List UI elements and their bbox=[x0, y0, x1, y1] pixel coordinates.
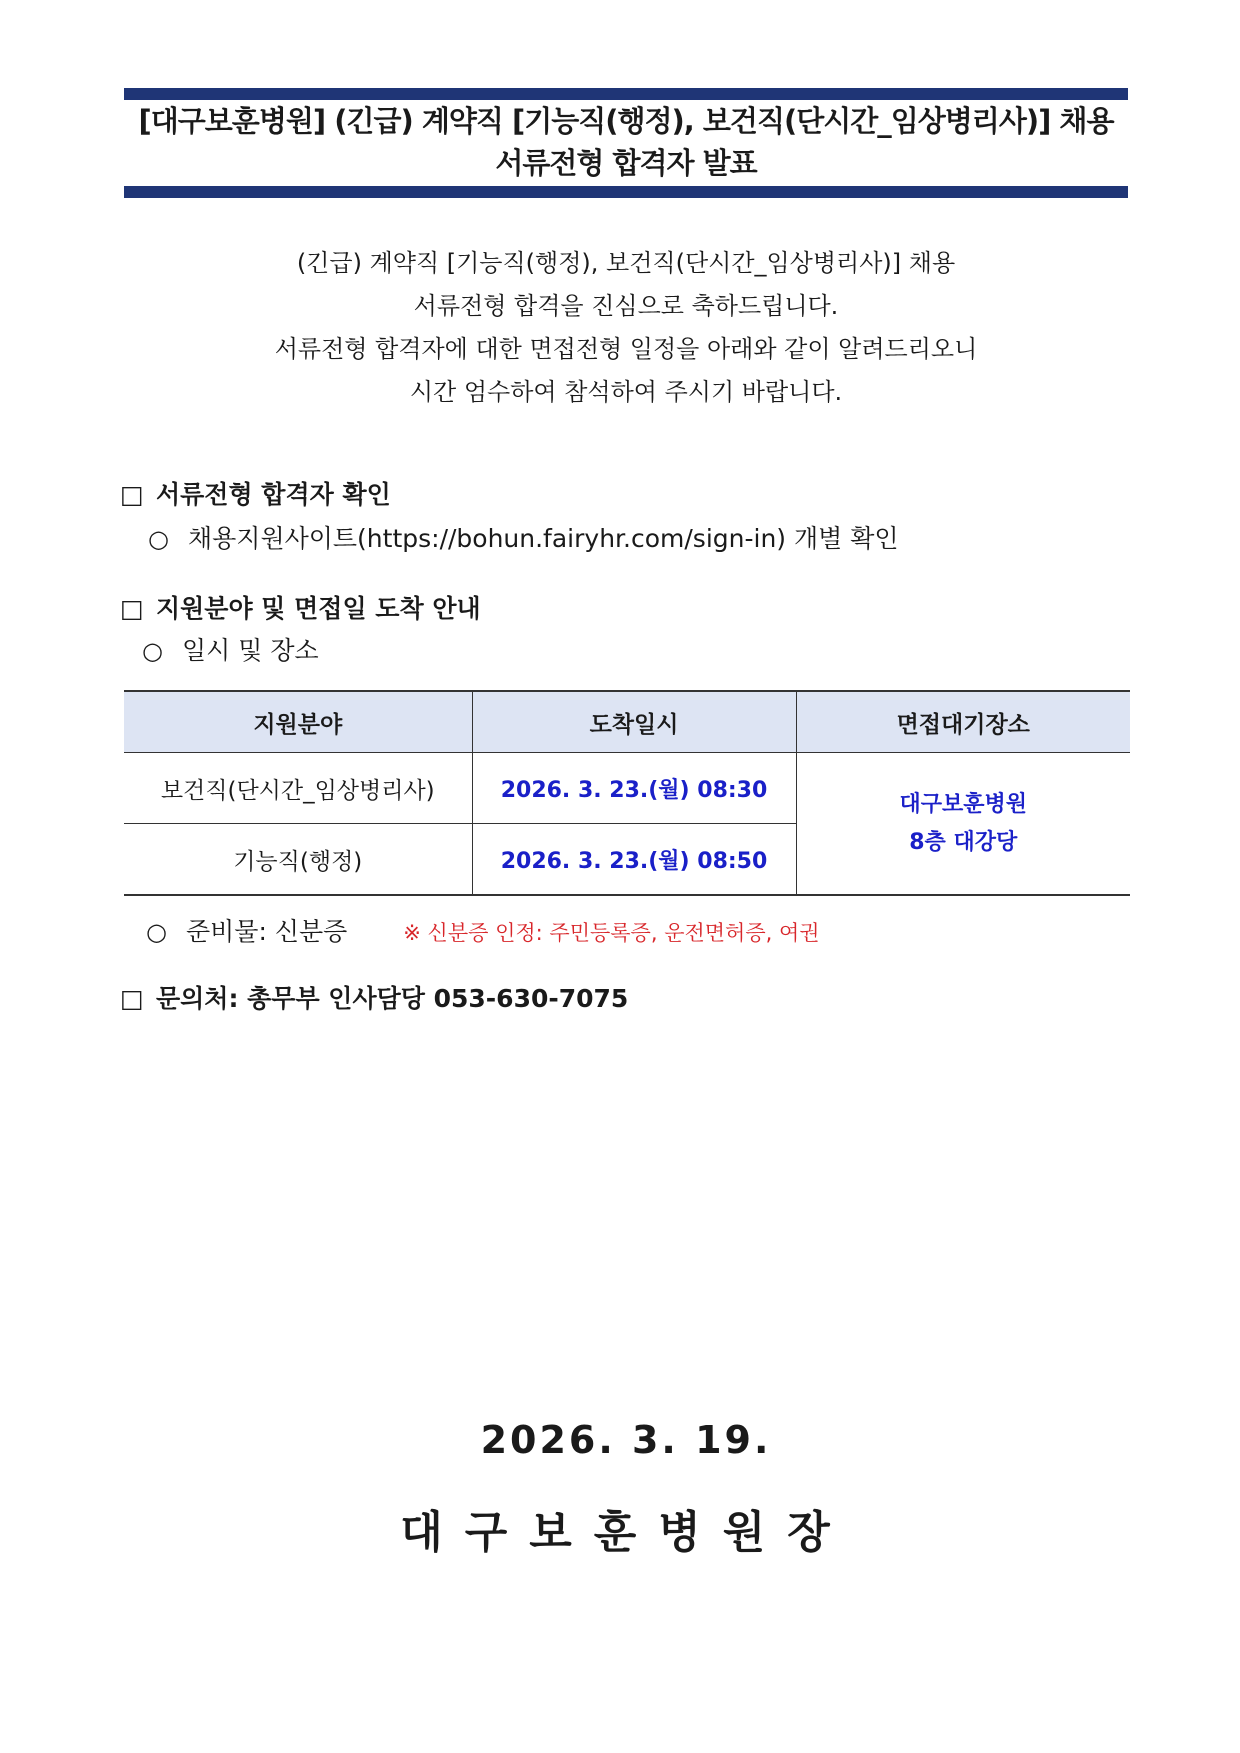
schedule-place-item bbox=[142, 634, 319, 668]
intro-line-3: 서류전형 합격자에 대한 면접전형 일정을 아래와 같이 알려드리오니 bbox=[274, 335, 978, 363]
row-arrival-time: 2026. 3. 23.(월) 08:50 bbox=[472, 824, 796, 896]
waiting-place-line-1: 대구보훈병원 bbox=[899, 791, 1027, 817]
header-waiting-place: 면접대기장소 bbox=[796, 691, 1130, 753]
header-field: 지원분야 bbox=[124, 691, 472, 753]
table-header-row bbox=[124, 691, 1130, 753]
intro-line-4: 시간 엄수하여 참석하여 주시기 바랍니다. bbox=[409, 378, 843, 406]
interview-schedule-table bbox=[124, 690, 1130, 896]
preparation-item bbox=[146, 915, 820, 950]
intro-line-1: (긴급) 계약직 [기능직(행정), 보건직(단시간_임상병리사)] 채용 bbox=[296, 249, 956, 277]
checkbox-square-icon: □ bbox=[120, 984, 144, 1013]
schedule-place-text: 일시 및 장소 bbox=[182, 636, 319, 665]
waiting-place-cell bbox=[796, 753, 1130, 896]
announcement-date: 2026. 3. 19. bbox=[480, 1418, 772, 1462]
result-check-text: 채용지원사이트(https://bohun.fairyhr.com/sign-in) 개별 확인 bbox=[188, 524, 899, 553]
row-arrival-time: 2026. 3. 23.(월) 08:30 bbox=[472, 753, 796, 824]
title-line-2: 서류전형 합격자 발표 bbox=[495, 146, 757, 180]
table-row bbox=[124, 753, 1130, 824]
section-contact bbox=[120, 982, 628, 1016]
intro-paragraph bbox=[124, 242, 1128, 414]
section-interview-guide-title: 지원분야 및 면접일 도착 안내 bbox=[156, 594, 481, 623]
intro-line-2: 서류전형 합격을 진심으로 축하드립니다. bbox=[413, 292, 839, 320]
id-recognition-note: ※ 신분증 인정: 주민등록증, 운전면허증, 여권 bbox=[403, 921, 820, 945]
checkbox-square-icon: □ bbox=[120, 480, 144, 509]
header-arrival: 도착일시 bbox=[472, 691, 796, 753]
circle-bullet-icon: ○ bbox=[146, 918, 167, 946]
circle-bullet-icon: ○ bbox=[142, 637, 163, 665]
checkbox-square-icon: □ bbox=[120, 594, 144, 623]
contact-text: 문의처: 총무부 인사담당 053-630-7075 bbox=[156, 984, 629, 1013]
title-line-1: [대구보훈병원] (긴급) 계약직 [기능직(행정), 보건직(단시간_임상병리사)] 채용 bbox=[138, 104, 1114, 138]
circle-bullet-icon: ○ bbox=[148, 525, 169, 553]
row-field: 기능직(행정) bbox=[124, 824, 472, 896]
preparation-text: 준비물: 신분증 bbox=[186, 917, 348, 946]
result-check-item bbox=[148, 522, 899, 556]
title-bottom-bar bbox=[124, 186, 1128, 198]
section-result-check-title: 서류전형 합격자 확인 bbox=[156, 480, 391, 509]
row-field: 보건직(단시간_임상병리사) bbox=[124, 753, 472, 824]
issuer-signature: 대구보훈병원장 bbox=[400, 1507, 852, 1558]
title-top-bar bbox=[124, 88, 1128, 100]
waiting-place-line-2: 8층 대강당 bbox=[909, 829, 1018, 855]
document-title bbox=[124, 100, 1128, 186]
section-result-check-heading bbox=[120, 478, 391, 512]
section-interview-guide-heading bbox=[120, 592, 481, 626]
